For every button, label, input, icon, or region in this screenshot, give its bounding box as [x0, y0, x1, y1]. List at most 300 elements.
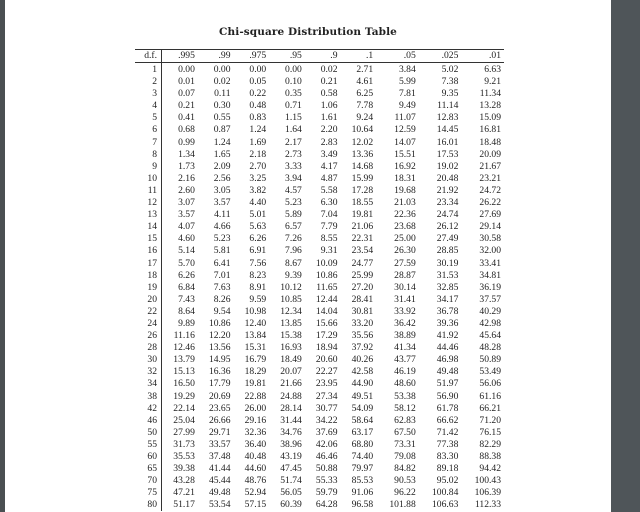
table-row: [135, 270, 504, 282]
table-row: [135, 185, 504, 197]
critical-value-cell: 21.03: [394, 197, 416, 209]
df-cell: 70: [135, 475, 162, 487]
critical-value-cell: 38.96: [280, 438, 302, 450]
critical-value-cell: 8.23: [249, 269, 267, 281]
critical-value-cell: 68.80: [351, 438, 374, 450]
df-cell: 7: [135, 137, 162, 149]
critical-value-cell: 17.79: [208, 378, 231, 390]
critical-value-cell: 6.26: [249, 233, 267, 245]
critical-value-cell: 0.11: [214, 88, 231, 100]
critical-value-cell: 2.16: [178, 172, 195, 184]
critical-value-cell: 15.51: [394, 148, 416, 160]
critical-value-cell: 51.17: [173, 499, 195, 511]
df-cell: 9: [135, 161, 162, 173]
critical-value-cell: 73.31: [394, 438, 416, 450]
critical-value-cell: 2.20: [320, 124, 338, 136]
critical-value-cell: 83.30: [436, 451, 459, 462]
df-cell: 20: [135, 294, 162, 306]
critical-value-cell: 13.28: [479, 100, 501, 112]
table-row: [135, 378, 504, 390]
critical-value-cell: 3.49: [320, 148, 338, 160]
table-row: [135, 124, 504, 136]
table-row: [135, 342, 504, 354]
critical-value-cell: 5.89: [285, 209, 302, 221]
critical-value-cell: 55.33: [315, 475, 338, 487]
critical-value-cell: 0.10: [285, 76, 302, 88]
critical-value-cell: 15.99: [351, 172, 374, 184]
critical-value-cell: 96.58: [351, 499, 374, 511]
critical-value-cell: 3.33: [285, 160, 302, 172]
critical-value-cell: 0.55: [213, 112, 231, 124]
critical-value-cell: 51.97: [436, 378, 459, 390]
critical-value-cell: 15.13: [173, 366, 195, 378]
critical-value-cell: 31.73: [173, 438, 195, 450]
critical-value-cell: 0.68: [178, 124, 195, 136]
critical-value-cell: 27.69: [479, 209, 501, 221]
column-header-prob: .975: [249, 50, 267, 61]
critical-value-cell: 0.83: [249, 112, 267, 124]
critical-value-cell: 12.83: [436, 112, 459, 124]
critical-value-cell: 0.05: [249, 76, 267, 88]
critical-value-cell: 21.67: [479, 160, 501, 172]
critical-value-cell: 27.20: [351, 281, 374, 293]
df-cell: 42: [135, 403, 162, 415]
critical-value-cell: 50.88: [315, 463, 338, 475]
critical-value-cell: 20.60: [315, 354, 338, 366]
df-cell: 1: [135, 63, 162, 77]
critical-value-cell: 1.06: [320, 100, 338, 112]
table-row: [135, 149, 504, 161]
critical-value-cell: 30.77: [315, 402, 338, 414]
critical-value-cell: 32.85: [436, 281, 459, 293]
critical-value-cell: 6.41: [213, 257, 231, 269]
critical-value-cell: 9.49: [398, 100, 416, 112]
critical-value-cell: 14.04: [315, 305, 338, 317]
critical-value-cell: 13.84: [244, 330, 267, 342]
critical-value-cell: 4.11: [214, 209, 231, 221]
table-row: [135, 76, 504, 88]
critical-value-cell: 48.28: [479, 342, 501, 354]
df-cell: 2: [135, 76, 162, 88]
critical-value-cell: 35.53: [173, 451, 195, 462]
df-cell: 8: [135, 149, 162, 161]
critical-value-cell: 29.16: [244, 414, 267, 426]
critical-value-cell: 3.57: [213, 197, 231, 209]
critical-value-cell: 25.99: [351, 269, 374, 281]
critical-value-cell: 8.55: [320, 233, 338, 245]
critical-value-cell: 16.79: [244, 354, 267, 366]
critical-value-cell: 10.98: [244, 305, 267, 317]
critical-value-cell: 14.68: [351, 160, 374, 172]
critical-value-cell: 10.86: [315, 269, 338, 281]
critical-value-cell: 106.39: [474, 487, 501, 499]
critical-value-cell: 24.77: [351, 257, 374, 269]
critical-value-cell: 54.09: [351, 402, 374, 414]
table-row: [135, 427, 504, 439]
df-cell: 24: [135, 318, 162, 330]
critical-value-cell: 8.91: [249, 281, 267, 293]
critical-value-cell: 6.30: [320, 197, 338, 209]
critical-value-cell: 44.46: [436, 342, 459, 354]
critical-value-cell: 7.38: [441, 76, 459, 88]
df-cell: 34: [135, 378, 162, 390]
page-title: Chi-square Distribution Table: [219, 26, 397, 38]
critical-value-cell: 4.87: [320, 172, 338, 184]
table-row: [135, 318, 504, 330]
critical-value-cell: 4.57: [285, 184, 302, 196]
critical-value-cell: 101.88: [389, 499, 416, 511]
df-cell: 60: [135, 451, 162, 463]
table-row: [135, 258, 504, 270]
critical-value-cell: 1.15: [285, 112, 302, 124]
critical-value-cell: 13.85: [280, 317, 302, 329]
critical-value-cell: 31.44: [280, 414, 302, 426]
critical-value-cell: 95.02: [436, 475, 459, 487]
column-header-prob: .95: [289, 50, 302, 61]
critical-value-cell: 22.27: [315, 366, 338, 378]
table-row: [135, 100, 504, 112]
critical-value-cell: 64.28: [315, 499, 338, 511]
critical-value-cell: 43.77: [394, 354, 416, 366]
critical-value-cell: 0.02: [320, 64, 338, 75]
critical-value-cell: 17.29: [315, 330, 338, 342]
critical-value-cell: 45.44: [208, 475, 231, 487]
critical-value-cell: 40.48: [244, 451, 267, 462]
critical-value-cell: 46.46: [315, 451, 338, 462]
critical-value-cell: 36.42: [394, 317, 416, 329]
critical-value-cell: 16.50: [173, 378, 195, 390]
critical-value-cell: 0.22: [249, 88, 267, 100]
critical-value-cell: 100.43: [474, 475, 501, 487]
df-cell: 5: [135, 112, 162, 124]
df-cell: 18: [135, 270, 162, 282]
critical-value-cell: 3.94: [285, 172, 302, 184]
critical-value-cell: 27.34: [315, 390, 338, 402]
critical-value-cell: 100.84: [431, 487, 459, 499]
table-row: [135, 294, 504, 306]
critical-value-cell: 1.61: [320, 112, 338, 124]
critical-value-cell: 6.84: [178, 281, 195, 293]
critical-value-cell: 20.69: [208, 390, 231, 402]
critical-value-cell: 90.53: [394, 475, 416, 487]
critical-value-cell: 4.61: [356, 76, 374, 88]
critical-value-cell: 3.25: [249, 172, 267, 184]
critical-value-cell: 3.84: [398, 64, 416, 75]
df-cell: 50: [135, 427, 162, 439]
critical-value-cell: 11.14: [437, 100, 459, 112]
df-cell: 12: [135, 197, 162, 209]
critical-value-cell: 52.94: [244, 487, 267, 499]
critical-value-cell: 27.99: [173, 426, 195, 438]
critical-value-cell: 20.07: [280, 366, 302, 378]
df-cell: 15: [135, 233, 162, 245]
table-row: [135, 475, 504, 487]
critical-value-cell: 9.54: [213, 305, 231, 317]
critical-value-cell: 1.69: [249, 136, 267, 148]
critical-value-cell: 23.21: [479, 172, 501, 184]
critical-value-cell: 28.41: [351, 293, 374, 305]
critical-value-cell: 0.00: [249, 64, 267, 75]
critical-value-cell: 11.07: [394, 112, 416, 124]
critical-value-cell: 2.18: [249, 148, 267, 160]
critical-value-cell: 16.81: [479, 124, 501, 136]
df-cell: 28: [135, 342, 162, 354]
critical-value-cell: 29.71: [208, 426, 231, 438]
critical-value-cell: 7.96: [285, 245, 302, 257]
critical-value-cell: 28.87: [394, 269, 416, 281]
critical-value-cell: 82.29: [479, 438, 501, 450]
critical-value-cell: 0.00: [213, 64, 231, 75]
critical-value-cell: 36.78: [436, 305, 459, 317]
critical-value-cell: 39.38: [173, 463, 195, 475]
critical-value-cell: 15.09: [479, 112, 501, 124]
critical-value-cell: 22.88: [244, 390, 267, 402]
critical-value-cell: 5.02: [441, 64, 459, 75]
viewer-right-margin: [611, 0, 640, 512]
column-header-prob: .99: [218, 50, 231, 61]
table-row: [135, 439, 504, 451]
critical-value-cell: 18.29: [244, 366, 267, 378]
critical-value-cell: 7.78: [356, 100, 374, 112]
critical-value-cell: 12.20: [208, 330, 231, 342]
critical-value-cell: 40.26: [351, 354, 374, 366]
critical-value-cell: 24.72: [479, 184, 501, 196]
critical-value-cell: 34.17: [436, 293, 459, 305]
critical-value-cell: 9.21: [484, 76, 501, 88]
critical-value-cell: 12.44: [315, 293, 338, 305]
critical-value-cell: 26.00: [244, 402, 267, 414]
critical-value-cell: 41.34: [394, 342, 416, 354]
critical-value-cell: 8.64: [178, 305, 195, 317]
critical-value-cell: 3.82: [249, 184, 267, 196]
critical-value-cell: 61.78: [436, 402, 459, 414]
table-row: [135, 161, 504, 173]
critical-value-cell: 19.29: [173, 390, 195, 402]
critical-value-cell: 9.39: [285, 269, 302, 281]
critical-value-cell: 10.09: [315, 257, 338, 269]
critical-value-cell: 56.06: [479, 378, 501, 390]
critical-value-cell: 7.79: [320, 221, 338, 233]
critical-value-cell: 20.48: [436, 172, 459, 184]
critical-value-cell: 48.60: [394, 378, 416, 390]
critical-value-cell: 4.66: [213, 221, 231, 233]
critical-value-cell: 13.79: [173, 354, 195, 366]
table-row: [135, 173, 504, 185]
table-row: [135, 209, 504, 221]
critical-value-cell: 26.12: [436, 221, 459, 233]
critical-value-cell: 26.22: [479, 197, 501, 209]
critical-value-cell: 13.36: [351, 148, 374, 160]
df-cell: 6: [135, 124, 162, 136]
column-header-prob: .05: [403, 50, 416, 61]
critical-value-cell: 74.40: [351, 451, 374, 462]
critical-value-cell: 7.63: [213, 281, 231, 293]
critical-value-cell: 23.34: [436, 197, 459, 209]
df-cell: 13: [135, 209, 162, 221]
table-body: [135, 63, 504, 512]
critical-value-cell: 2.73: [285, 148, 302, 160]
critical-value-cell: 12.59: [394, 124, 416, 136]
critical-value-cell: 91.06: [351, 487, 374, 499]
critical-value-cell: 22.36: [394, 209, 416, 221]
critical-value-cell: 26.66: [208, 414, 231, 426]
critical-value-cell: 0.02: [213, 76, 231, 88]
critical-value-cell: 6.63: [484, 64, 501, 75]
critical-value-cell: 0.01: [178, 76, 195, 88]
table-row: [135, 197, 504, 209]
critical-value-cell: 21.06: [351, 221, 374, 233]
critical-value-cell: 4.60: [178, 233, 195, 245]
critical-value-cell: 27.49: [436, 233, 459, 245]
critical-value-cell: 24.88: [280, 390, 302, 402]
critical-value-cell: 62.83: [394, 414, 416, 426]
critical-value-cell: 47.45: [280, 463, 302, 475]
column-header-prob: .025: [441, 50, 459, 61]
table-row: [135, 451, 504, 463]
table-row: [135, 403, 504, 415]
critical-value-cell: 2.70: [249, 160, 267, 172]
df-cell: 75: [135, 487, 162, 499]
critical-value-cell: 18.48: [479, 136, 501, 148]
table-row: [135, 366, 504, 378]
critical-value-cell: 12.46: [173, 342, 195, 354]
critical-value-cell: 4.07: [178, 221, 195, 233]
critical-value-cell: 3.07: [178, 197, 195, 209]
critical-value-cell: 0.71: [285, 100, 302, 112]
df-cell: 30: [135, 354, 162, 366]
critical-value-cell: 0.30: [213, 100, 231, 112]
critical-value-cell: 24.74: [436, 209, 459, 221]
critical-value-cell: 42.58: [351, 366, 374, 378]
critical-value-cell: 0.07: [178, 88, 195, 100]
critical-value-cell: 0.87: [213, 124, 231, 136]
table-row: [135, 233, 504, 245]
critical-value-cell: 6.26: [178, 269, 195, 281]
df-cell: 22: [135, 306, 162, 318]
critical-value-cell: 10.64: [351, 124, 374, 136]
critical-value-cell: 1.24: [213, 136, 231, 148]
critical-value-cell: 67.50: [394, 426, 416, 438]
critical-value-cell: 58.64: [351, 414, 374, 426]
critical-value-cell: 33.20: [351, 317, 374, 329]
critical-value-cell: 37.69: [315, 426, 338, 438]
critical-value-cell: 34.81: [479, 269, 501, 281]
critical-value-cell: 49.48: [436, 366, 459, 378]
critical-value-cell: 0.99: [178, 136, 195, 148]
critical-value-cell: 25.00: [394, 233, 416, 245]
critical-value-cell: 30.19: [436, 257, 459, 269]
critical-value-cell: 2.17: [285, 136, 302, 148]
critical-value-cell: 23.65: [208, 402, 231, 414]
critical-value-cell: 9.89: [178, 317, 195, 329]
critical-value-cell: 5.23: [285, 197, 302, 209]
critical-value-cell: 0.00: [178, 64, 195, 75]
column-header-prob: .1: [365, 50, 374, 61]
critical-value-cell: 84.82: [394, 463, 416, 475]
critical-value-cell: 41.44: [208, 463, 231, 475]
critical-value-cell: 33.41: [479, 257, 501, 269]
critical-value-cell: 10.86: [208, 317, 231, 329]
critical-value-cell: 88.38: [479, 451, 501, 462]
critical-value-cell: 16.92: [394, 160, 416, 172]
critical-value-cell: 33.57: [208, 438, 231, 450]
critical-value-cell: 15.38: [280, 330, 302, 342]
table-row: [135, 88, 504, 100]
critical-value-cell: 11.16: [173, 330, 195, 342]
critical-value-cell: 50.89: [479, 354, 501, 366]
critical-value-cell: 45.64: [479, 330, 501, 342]
critical-value-cell: 0.48: [249, 100, 267, 112]
critical-value-cell: 37.92: [351, 342, 374, 354]
critical-value-cell: 63.17: [351, 426, 374, 438]
critical-value-cell: 3.57: [178, 209, 195, 221]
critical-value-cell: 23.95: [315, 378, 338, 390]
critical-value-cell: 12.34: [280, 305, 302, 317]
critical-value-cell: 20.09: [479, 148, 501, 160]
critical-value-cell: 4.40: [249, 197, 267, 209]
critical-value-cell: 51.74: [280, 475, 302, 487]
critical-value-cell: 60.39: [280, 499, 302, 511]
critical-value-cell: 18.49: [280, 354, 302, 366]
critical-value-cell: 66.62: [436, 414, 459, 426]
critical-value-cell: 0.21: [320, 76, 338, 88]
critical-value-cell: 32.36: [244, 426, 267, 438]
critical-value-cell: 43.28: [173, 475, 195, 487]
critical-value-cell: 44.90: [351, 378, 374, 390]
critical-value-cell: 37.57: [479, 293, 501, 305]
critical-value-cell: 53.54: [208, 499, 231, 511]
critical-value-cell: 10.85: [280, 293, 302, 305]
table-row: [135, 391, 504, 403]
critical-value-cell: 2.83: [320, 136, 338, 148]
critical-value-cell: 47.21: [173, 487, 195, 499]
table-row: [135, 354, 504, 366]
critical-value-cell: 0.41: [178, 112, 195, 124]
critical-value-cell: 36.19: [479, 281, 501, 293]
critical-value-cell: 23.54: [351, 245, 374, 257]
table-header-row: [135, 50, 504, 63]
critical-value-cell: 46.98: [436, 354, 459, 366]
column-header-prob: .995: [178, 50, 195, 61]
critical-value-cell: 5.99: [398, 76, 416, 88]
critical-value-cell: 19.68: [394, 184, 416, 196]
critical-value-cell: 7.04: [320, 209, 338, 221]
critical-value-cell: 13.56: [208, 342, 231, 354]
critical-value-cell: 5.63: [249, 221, 267, 233]
critical-value-cell: 11.65: [316, 281, 338, 293]
critical-value-cell: 19.02: [436, 160, 459, 172]
critical-value-cell: 25.04: [173, 414, 195, 426]
document-page: [5, 0, 611, 512]
critical-value-cell: 34.22: [315, 414, 338, 426]
table-row: [135, 499, 504, 511]
critical-value-cell: 94.42: [479, 463, 501, 475]
df-cell: 3: [135, 88, 162, 100]
critical-value-cell: 5.81: [213, 245, 231, 257]
critical-value-cell: 30.58: [479, 233, 501, 245]
critical-value-cell: 7.81: [398, 88, 416, 100]
df-cell: 4: [135, 100, 162, 112]
table-row: [135, 330, 504, 342]
critical-value-cell: 40.29: [479, 305, 501, 317]
critical-value-cell: 18.55: [351, 197, 374, 209]
critical-value-cell: 41.92: [436, 330, 459, 342]
critical-value-cell: 106.63: [431, 499, 459, 511]
critical-value-cell: 0.58: [320, 88, 338, 100]
critical-value-cell: 14.45: [436, 124, 459, 136]
critical-value-cell: 16.01: [436, 136, 459, 148]
critical-value-cell: 16.36: [208, 366, 231, 378]
